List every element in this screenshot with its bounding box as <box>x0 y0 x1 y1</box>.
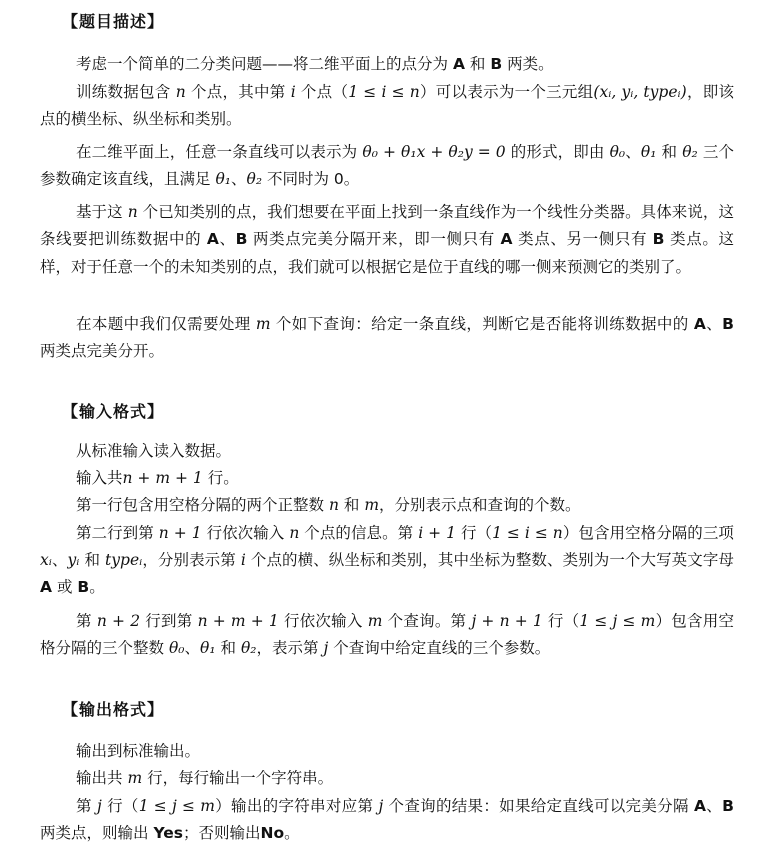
class-a-label: A <box>452 55 465 73</box>
description-paragraph-3 <box>40 139 734 194</box>
text: 行（ <box>107 797 139 815</box>
math-line-equation: θ₀ + θ₁x + θ₂y = 0 <box>362 143 506 161</box>
no-output-label: No <box>260 824 285 842</box>
math-i: i <box>290 83 296 101</box>
text: 个点的信息。第 <box>304 524 414 542</box>
description-paragraph-4 <box>40 199 734 281</box>
text: 两类点，则输出 <box>40 824 149 842</box>
text: 和 <box>220 639 237 657</box>
text: 基于这 <box>76 203 123 221</box>
math-range: 1 ≤ i ≤ n <box>348 83 420 101</box>
math-tuple: (xᵢ, yᵢ, typeᵢ) <box>593 83 687 101</box>
output-heading: 【输出格式】 <box>62 700 165 719</box>
class-b-label: B <box>235 230 248 249</box>
math-range: 1 ≤ j ≤ m <box>579 612 656 630</box>
math-expr: i + 1 <box>418 524 456 542</box>
math-y: yᵢ <box>67 551 80 569</box>
math-m: m <box>364 496 380 514</box>
math-j: j <box>97 797 102 815</box>
text: 行（ <box>460 524 493 542</box>
math-m: m <box>255 315 271 333</box>
math-theta0: θ₀ <box>609 143 626 161</box>
text: ，即该点的横坐标、纵坐标和类别。 <box>40 83 734 129</box>
class-b-label: B <box>722 315 734 333</box>
text: 训练数据包含 <box>76 83 171 101</box>
text: 个点，其中第 <box>190 83 286 101</box>
math-expr: j + n + 1 <box>471 612 543 630</box>
text: 第二行到第 <box>76 524 154 542</box>
class-b-label: B <box>722 797 734 815</box>
text: 个查询的结果：如果给定直线可以完美分隔 <box>388 797 689 815</box>
text: 行依次输入 <box>283 612 363 630</box>
text: 个点（ <box>300 83 349 101</box>
input-paragraph-1: 从标准输入读入数据。 <box>76 442 232 460</box>
output-paragraph-3 <box>40 793 734 847</box>
text: 个点的横、纵坐标和类别，其中坐标为整数、类别为一个大写英文字母 <box>250 551 734 569</box>
text: ）包含用空格分隔的三项 <box>562 524 734 542</box>
text: 类点、另一侧只有 <box>518 230 648 249</box>
math-m: m <box>367 612 383 630</box>
math-i: i <box>240 551 246 569</box>
math-expr: n + m + 1 <box>197 612 279 630</box>
math-j: j <box>323 639 329 657</box>
math-theta1: θ₁ <box>215 170 231 189</box>
text: 两类。 <box>507 55 554 73</box>
math-m: m <box>127 769 143 787</box>
math-theta2: θ₂ <box>246 170 263 189</box>
text: 第一行包含用空格分隔的两个正整数 <box>76 496 325 514</box>
text: 和 <box>469 55 486 73</box>
text: 第 <box>76 612 92 630</box>
text: 、 <box>184 639 201 657</box>
output-paragraph-2 <box>40 765 734 792</box>
math-n: n <box>289 524 300 542</box>
math-theta2: θ₂ <box>240 639 257 657</box>
class-b-label: B <box>490 55 503 73</box>
text: 输入共 <box>76 469 123 487</box>
yes-output-label: Yes <box>153 824 183 842</box>
text: 在本题中我们仅需要处理 <box>76 315 251 333</box>
text: ）输出的字符串对应第 <box>214 797 374 815</box>
class-a-label: A <box>693 315 706 333</box>
text: ；否则输出 <box>183 824 261 842</box>
math-range: 1 ≤ j ≤ m <box>138 797 215 815</box>
math-theta2: θ₂ <box>682 143 698 161</box>
text: 两类点完美分开。 <box>40 342 165 361</box>
text: ）可以表示为一个三元组 <box>419 83 594 101</box>
text: 。 <box>284 824 300 842</box>
math-expr: n + 2 <box>96 612 141 630</box>
math-range: 1 ≤ i ≤ n <box>492 524 563 542</box>
class-a-label: A <box>206 230 219 249</box>
math-j: j <box>378 797 384 815</box>
text: 和 <box>343 496 360 514</box>
text: 行，每行输出一个字符串。 <box>147 769 334 787</box>
text: ）包含用空格分隔的三个整数 <box>40 612 734 657</box>
text: 输出共 <box>76 769 123 787</box>
text: 或 <box>56 578 73 596</box>
text: 、 <box>625 143 641 161</box>
text: ，分别表示第 <box>142 551 236 569</box>
text: ，表示第 <box>256 639 319 657</box>
description-paragraph-5 <box>40 311 734 366</box>
input-paragraph-5 <box>40 608 734 662</box>
text: 考虑一个简单的二分类问题——将二维平面上的点分为 <box>76 55 449 73</box>
math-line-count: n + m + 1 <box>122 469 203 487</box>
text: 。 <box>89 578 105 596</box>
text: 不同时为 0。 <box>267 170 360 189</box>
text: 三个参数确定该直线，且满足 <box>40 143 734 189</box>
text: 、 <box>51 551 68 569</box>
text: 个如下查询：给定一条直线，判断它是否能将训练数据中的 <box>275 315 689 333</box>
text: 行依次输入 <box>206 524 285 542</box>
class-b-label: B <box>77 578 90 596</box>
text: 行到第 <box>145 612 193 630</box>
class-a-label: A <box>500 230 513 249</box>
text: 和 <box>661 143 678 161</box>
math-x: xᵢ <box>40 551 52 569</box>
input-heading: 【输入格式】 <box>62 402 165 421</box>
input-paragraph-2 <box>40 465 734 492</box>
text: 行（ <box>547 612 580 630</box>
text: ，分别表示点和查询的个数。 <box>379 496 581 514</box>
math-expr: n + 1 <box>158 524 202 542</box>
text: 行。 <box>207 469 239 487</box>
input-paragraph-3 <box>40 492 734 519</box>
text: 个查询中给定直线的三个参数。 <box>333 639 551 657</box>
math-type: typeᵢ <box>105 551 143 569</box>
text: 个查询。第 <box>387 612 467 630</box>
description-paragraph-2 <box>40 79 734 134</box>
text: 类点。这样，对于任意一个的未知类别的点，我们就可以根据它是位于直线的哪一侧来预测它的类别了。 <box>40 230 734 276</box>
text: 、 <box>218 230 236 249</box>
class-a-label: A <box>40 578 52 596</box>
text: 在二维平面上，任意一条直线可以表示为 <box>76 143 358 161</box>
math-n: n <box>328 496 339 514</box>
text: 个已知类别的点，我们想要在平面上找到一条直线作为一个线性分类器。具体来说，这条线要把训练数据中的 <box>40 203 734 249</box>
math-n: n <box>127 203 138 221</box>
class-b-label: B <box>652 230 665 249</box>
math-theta0: θ₀ <box>168 639 185 657</box>
description-heading: 【题目描述】 <box>62 12 165 31</box>
math-theta1: θ₁ <box>200 639 216 657</box>
output-paragraph-1: 输出到标准输出。 <box>76 742 201 760</box>
text: 、 <box>706 797 723 815</box>
math-n: n <box>175 83 186 101</box>
class-a-label: A <box>694 797 706 815</box>
text: 两类点完美分隔开来，即一侧只有 <box>253 230 495 249</box>
text: 、 <box>231 170 247 189</box>
description-paragraph-1 <box>40 51 734 78</box>
text: 、 <box>705 315 723 333</box>
text: 第 <box>76 797 92 815</box>
math-theta1: θ₁ <box>640 143 657 161</box>
text: 和 <box>84 551 101 569</box>
text: 的形式，即由 <box>510 143 605 161</box>
input-paragraph-4 <box>40 520 734 601</box>
